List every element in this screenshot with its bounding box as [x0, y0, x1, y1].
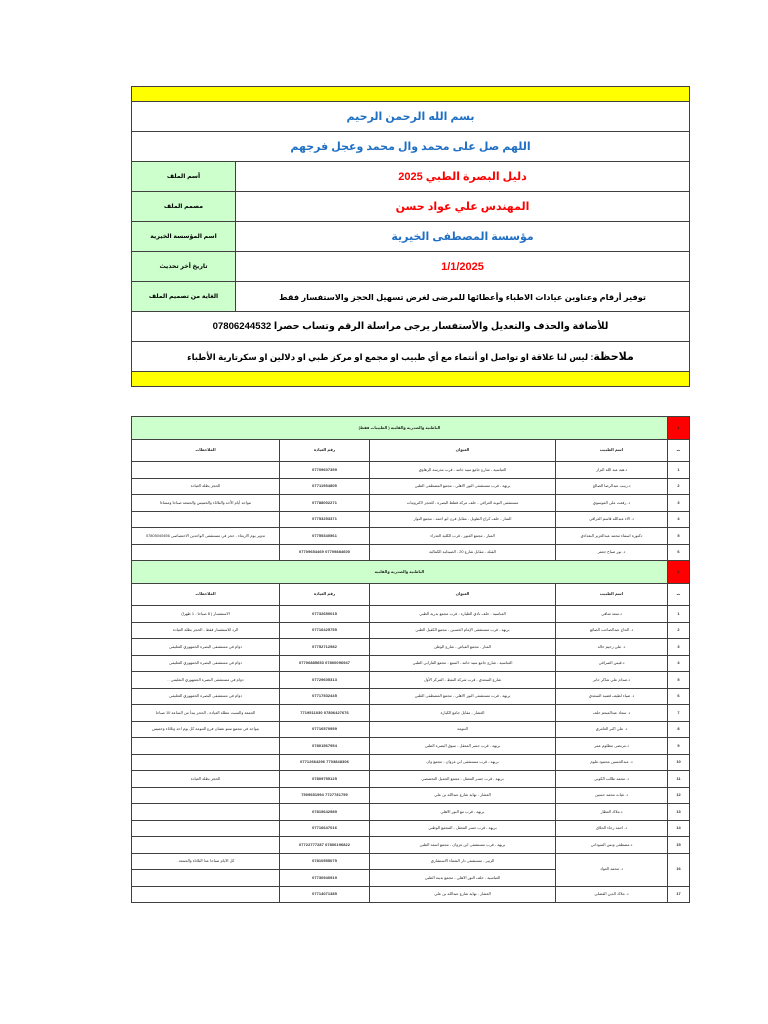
organization-label: اسم المؤسسة الخيرية	[132, 222, 236, 252]
doctor-name: د. ضياء لطيف قضية السعدي	[556, 688, 668, 705]
table-row[interactable]	[132, 495, 690, 512]
table-row[interactable]	[132, 837, 690, 854]
note-text: : ليس لنا علاقة او تواصل او أنتماء مع أي طبيب او مجمع او مركز طبي او دلالين او سكرتارية الأطباء	[187, 352, 594, 362]
clinic-address: العباسية - خلف نادي الطيارة - قرب مجمع بدرية الطبي	[370, 606, 556, 623]
row-index: 1	[668, 606, 690, 623]
clinic-address: بريهة - قرب مستشفى ابن غزوان - مجمع وان	[370, 754, 556, 771]
clinic-phone[interactable]: 7703848306 07712664296	[280, 754, 370, 771]
table-row[interactable]	[132, 804, 690, 821]
column-header-doctor-name: اسم الطبيب	[556, 440, 668, 462]
salawat-row	[132, 132, 690, 162]
row-index: 5	[668, 528, 690, 545]
designer-value: المهندس علي عواد حسن	[236, 192, 690, 222]
row-index: 17	[668, 886, 690, 903]
clinic-phone[interactable]: 07753253371	[280, 511, 370, 528]
column-header-row	[132, 584, 690, 606]
doctor-name: د. محمد طالب الكوبي	[556, 771, 668, 788]
basmala-row	[132, 102, 690, 132]
row-remark	[132, 886, 280, 903]
header-info-table	[131, 86, 690, 403]
clinic-phone[interactable]: 07806196822 07722777287	[280, 837, 370, 854]
table-row[interactable]	[132, 622, 690, 639]
table-row[interactable]	[132, 672, 690, 689]
spacer-row	[132, 387, 690, 404]
clinic-address: المنار - مجمع الفياض - شارع الوطن	[370, 639, 556, 656]
section-banner-row	[132, 417, 690, 440]
doctor-name: د. عبدالحسين محمود غلوم	[556, 754, 668, 771]
bottom-yellow-bar	[132, 372, 690, 387]
doctor-name: د. الاء عبدالله قاسم العراقي	[556, 511, 668, 528]
clinic-address: المنار - خلف كراج الطويل - مقابل فرن ابو احمد - مجمع النوار	[370, 511, 556, 528]
column-header-address: العنوان	[370, 440, 556, 462]
doctor-name: د. احمد رجاء الحلاق	[556, 820, 668, 837]
table-row[interactable]	[132, 738, 690, 755]
doctor-name: د.مرتضى مظلوم عمر	[556, 738, 668, 755]
clinic-address: العباسية - خلف النور الاهلي - مجمع بدينة الطبي	[370, 870, 556, 887]
file-name-value: دليل البصرة الطبي 2025	[236, 162, 690, 192]
doctors-directory-table	[131, 416, 690, 903]
bottom-yellow-bar-row	[132, 372, 690, 387]
row-index: 15	[668, 837, 690, 854]
row-remark: تدوير يوم الاربعاء - حجز في مستشفى الواحدين الاختصاصي 07805040456	[132, 528, 280, 545]
top-yellow-bar	[132, 87, 690, 102]
clinic-address: الزبير - مستشفى دار الشفاء الاستشاري	[370, 853, 556, 870]
table-row[interactable]	[132, 655, 690, 672]
clinic-phone[interactable]: 07755340561	[280, 528, 370, 545]
contact-line: للأضافة والحذف والتعديل والأستفسار يرجى مراسلة الرقم وتساب حصرا 07806244532	[132, 312, 690, 342]
row-remark: الحجز بطلة العيادة	[132, 771, 280, 788]
section-banner-row	[132, 561, 690, 584]
clinic-address: بريهة - قرب جسر المعقل - سوق البصرة الطبي	[370, 738, 556, 755]
clinic-address: بريهة - قرب مع النور الاهلي	[370, 804, 556, 821]
clinic-phone[interactable]: 07801567954	[280, 738, 370, 755]
column-header-clinic-phone: رقم العيادة	[280, 584, 370, 606]
designer-label: مصمم الملف	[132, 192, 236, 222]
basmala-text: بسم الله الرحمن الرحيم	[132, 102, 690, 132]
doctor-name: د.زينب عبدالرضا الصالح	[556, 478, 668, 495]
contact-row	[132, 312, 690, 342]
row-index: 4	[668, 511, 690, 528]
doctor-name: د. نور صباح جعفر	[556, 544, 668, 561]
row-index: 10	[668, 754, 690, 771]
row-remark	[132, 462, 280, 479]
column-header-row	[132, 440, 690, 462]
table-row[interactable]	[132, 705, 690, 722]
doctor-name: د.ملاك العطار	[556, 804, 668, 821]
doctor-name: د.صدام علي شاكر جابر	[556, 672, 668, 689]
row-index: 16	[668, 853, 690, 886]
clinic-address: بريهة - قرب جسر المعقل - المجمع الوطني	[370, 820, 556, 837]
row-remark	[132, 738, 280, 755]
doctor-name: د. غياث محمد حسين	[556, 787, 668, 804]
row-index: 14	[668, 820, 690, 837]
section-title: الباطنية والصدرية والقلبية	[132, 561, 668, 584]
column-header-remarks: الملاحظات	[132, 584, 280, 606]
row-remark	[132, 544, 280, 561]
organization-row	[132, 222, 690, 252]
clinic-address: المنار - مجمع العبور - قرب الكلية العذراء	[370, 528, 556, 545]
clinic-phone[interactable]: 7727781759 7509651994	[280, 787, 370, 804]
clinic-address: القبلة - مقابل شارع 20 - الصيدلية الكمالية	[370, 544, 556, 561]
doctor-name: د. علي اكبر العامري	[556, 721, 668, 738]
doctor-name: د. محمد العواد	[556, 853, 668, 886]
clinic-address: بريهة - قرب جسر المعقل - مجمع الجميل التخصصي	[370, 771, 556, 788]
row-index: 8	[668, 721, 690, 738]
clinic-phone[interactable]: 07709607359	[280, 462, 370, 479]
clinic-phone[interactable]: 07752712982	[280, 639, 370, 656]
doctor-name: د. سعاد عبدالمنعم خلف	[556, 705, 668, 722]
file-name-label: أسم الملف	[132, 162, 236, 192]
clinic-phone[interactable]: 07729605313	[280, 672, 370, 689]
doctor-name: د.قيس الصرافي	[556, 655, 668, 672]
row-remark: الجمعة والسبت عطلة العيادة - الحجز يبدأ من الساعة 10 صباحا	[132, 705, 280, 722]
row-index: 7	[668, 705, 690, 722]
row-index: 2	[668, 622, 690, 639]
table-row[interactable]	[132, 771, 690, 788]
row-remark	[132, 804, 280, 821]
row-index: 12	[668, 787, 690, 804]
last-update-label: تاريخ أخر تحديث	[132, 252, 236, 282]
row-index: 6	[668, 688, 690, 705]
doctor-name: د.هبة عبد الله البزاز	[556, 462, 668, 479]
clinic-address: العشار - نهاية شارع عبدالله بن علي	[370, 886, 556, 903]
table-row[interactable]	[132, 853, 690, 870]
row-index: 5	[668, 672, 690, 689]
row-index: 9	[668, 738, 690, 755]
section-title: الباطنية والصدرية والقلبية ( الطبيبات فقط)	[132, 417, 668, 440]
clinic-phone[interactable]: 07717532445	[280, 688, 370, 705]
table-row[interactable]	[132, 754, 690, 771]
section-number: 2	[668, 561, 690, 584]
row-index: 1	[668, 462, 690, 479]
clinic-address: العشار - مقابل جامع الكيارة	[370, 705, 556, 722]
table-row[interactable]	[132, 639, 690, 656]
doctor-name: دكتورة اسماء محمد عبدالعزيز البغدادي	[556, 528, 668, 545]
doctor-name: د.مصطفى ونس السوداني	[556, 837, 668, 854]
table-row[interactable]	[132, 478, 690, 495]
purpose-row	[132, 282, 690, 312]
row-remark	[132, 787, 280, 804]
row-index: 3	[668, 639, 690, 656]
clinic-phone[interactable]: 07732650015	[280, 606, 370, 623]
clinic-address: بريهة - قرب مستشفى الإمام الحسين - مجمع الكفيل الطبي	[370, 622, 556, 639]
clinic-phone[interactable]: 07711954805	[280, 478, 370, 495]
doctor-name: د. علي رحيم خالد	[556, 639, 668, 656]
row-remark: دوام في مستشفى البصرة الجمهوري التعليمي	[132, 688, 280, 705]
clinic-phone[interactable]: 07800096947 07706885653	[280, 655, 370, 672]
doctor-name: د. رفعت علي الموسوي	[556, 495, 668, 512]
row-remark: دوام في مستشفى البصرة الجمهوري التعليمي ..	[132, 672, 280, 689]
clinic-address: العباسية - شارع جامع سيد حامد - قرب مدرسة الزهاوي	[370, 462, 556, 479]
disclaimer-note	[132, 342, 690, 372]
row-remark: يتواجد في مجمع ستو عشان فرع التنومة كل يوم احد وثلاثاء وخميس	[132, 721, 280, 738]
row-remark: تتواجد أيام الأحد والثلاثاء والخميس والجمعة صباحا ومساءا	[132, 495, 280, 512]
top-yellow-bar-row	[132, 87, 690, 102]
clinic-phone[interactable]: 07716570959	[280, 721, 370, 738]
row-index: 3	[668, 495, 690, 512]
last-update-row	[132, 252, 690, 282]
clinic-phone[interactable]: 07716425755	[280, 622, 370, 639]
clinic-phone[interactable]: 07714071385	[280, 886, 370, 903]
clinic-phone[interactable]: 07730940919	[280, 870, 370, 887]
row-remark: الاستفسار ( 8 صباحا - 1 ظهرا)	[132, 606, 280, 623]
table-row[interactable]	[132, 462, 690, 479]
row-remark	[132, 754, 280, 771]
clinic-address: بريهة - قرب مستشفى ابن غزوان - مجمع اسعد الطبي	[370, 837, 556, 854]
clinic-phone[interactable]: 07788002271	[280, 495, 370, 512]
note-row	[132, 342, 690, 372]
clinic-address: العشار - نهاية شارع عبدالله بن علي	[370, 787, 556, 804]
row-remark	[132, 511, 280, 528]
designer-row	[132, 192, 690, 222]
doctor-name: د. الحاج عبدالصاحب الصائغ	[556, 622, 668, 639]
note-label: ملاحظة	[593, 351, 634, 363]
column-header-index: ت	[668, 584, 690, 606]
row-remark	[132, 820, 280, 837]
table-row[interactable]	[132, 787, 690, 804]
column-header-address: العنوان	[370, 584, 556, 606]
clinic-address: شارع السعدي - قرب شركة النفط - المركز الأول	[370, 672, 556, 689]
salawat-text: اللهم صل على محمد وال محمد وعجل فرجهم	[132, 132, 690, 162]
clinic-phone[interactable]: 07716647016	[280, 820, 370, 837]
purpose-label: الغاية من تصميم الملف	[132, 282, 236, 312]
clinic-address: التنومة	[370, 721, 556, 738]
row-remark	[132, 837, 280, 854]
section-number: 1	[668, 417, 690, 440]
row-index: 4	[668, 655, 690, 672]
row-index: 2	[668, 478, 690, 495]
table-row[interactable]	[132, 544, 690, 561]
spacer-cell	[132, 387, 690, 404]
row-remark: دوام في مستشفى البصرة الجمهوري التعليمي	[132, 639, 280, 656]
clinic-phone[interactable]: 07709884600 07709654469	[280, 544, 370, 561]
column-header-clinic-phone: رقم العيادة	[280, 440, 370, 462]
row-index: 6	[668, 544, 690, 561]
row-index: 11	[668, 771, 690, 788]
clinic-address: العباسية - شارع جامع سيد حامد - السبع - مجمع الفارابي الطبي	[370, 655, 556, 672]
table-row[interactable]	[132, 886, 690, 903]
clinic-address: بريهة - قرب مستشفى النور الاهلي - مجمع المصطفى الطبي	[370, 478, 556, 495]
column-header-remarks: الملاحظات	[132, 440, 280, 462]
row-remark: دوام في مستشفى البصرة الجمهوري التعليمي	[132, 655, 280, 672]
table-row[interactable]	[132, 606, 690, 623]
purpose-value: توفير أرقام وعناوين عيادات الاطباء وأعطائها للمرضى لغرض تسهيل الحجز والاستفسار فقط	[236, 282, 690, 312]
table-row[interactable]	[132, 528, 690, 545]
row-remark: الرد للاستفسار فقط - الحجز بطلة العيادة	[132, 622, 280, 639]
clinic-phone[interactable]: 07815642989	[280, 804, 370, 821]
table-row[interactable]	[132, 721, 690, 738]
clinic-phone[interactable]: 07809755125	[280, 771, 370, 788]
column-header-index: ت	[668, 440, 690, 462]
doctor-name: د.سعد شافي	[556, 606, 668, 623]
doctor-name: د. ملاك الدين الفضلي	[556, 886, 668, 903]
row-remark	[132, 870, 280, 887]
column-header-doctor-name: اسم الطبيب	[556, 584, 668, 606]
table-row[interactable]	[132, 511, 690, 528]
row-remark: الحجز بطلة العيادة	[132, 478, 280, 495]
row-remark: كل الايام صباحا عدا الثلاثاء والجمعة .	[132, 853, 280, 870]
file-name-row	[132, 162, 690, 192]
clinic-phone[interactable]: 07810555075	[280, 853, 370, 870]
clinic-address: بريهة - قرب مستشفى النور الاهلي - مجمع المصطفى الطبي	[370, 688, 556, 705]
last-update-value: 1/1/2025	[236, 252, 690, 282]
clinic-phone[interactable]: 07806427676 7719511030	[280, 705, 370, 722]
clinic-address: مستشفى النونة العراقي - خلف مركة قطط البصرة - للحجز لاكترونيات	[370, 495, 556, 512]
table-row[interactable]	[132, 820, 690, 837]
table-row[interactable]	[132, 688, 690, 705]
organization-value: مؤسسة المصطفى الخيرية	[236, 222, 690, 252]
row-index: 13	[668, 804, 690, 821]
